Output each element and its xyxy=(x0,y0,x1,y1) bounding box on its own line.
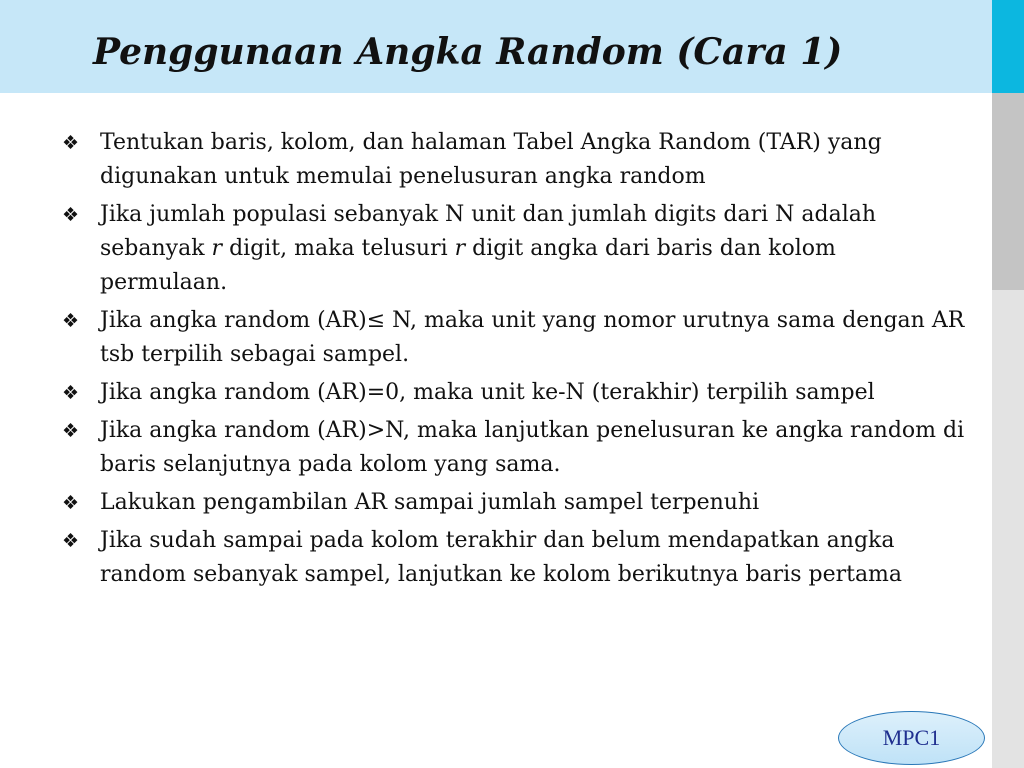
side-accent-cyan xyxy=(992,0,1024,93)
bullet-item xyxy=(62,376,968,410)
variable-r: r xyxy=(454,236,466,261)
bullet-text xyxy=(100,198,968,300)
bullet-item xyxy=(62,414,968,482)
diamond-bullet-icon: ❖ xyxy=(62,310,80,332)
diamond-bullet-icon: ❖ xyxy=(62,382,80,404)
diamond-bullet-icon: ❖ xyxy=(62,492,80,514)
mpc-badge[interactable] xyxy=(838,711,985,765)
bullet-text-part: Jika jumlah populasi sebanyak N unit dan jumlah digits dari N adalah sebanyak xyxy=(100,202,877,261)
diamond-bullet-icon: ❖ xyxy=(62,530,80,552)
bullet-text: Jika angka random (AR)>N, maka lanjutkan penelusuran ke angka random di baris selanjutnya pada kolom yang sama. xyxy=(100,418,965,477)
bullet-text: Jika angka random (AR)=0, maka unit ke-N (terakhir) terpilih sampel xyxy=(100,380,875,405)
bullet-text: Lakukan pengambilan AR sampai jumlah sampel terpenuhi xyxy=(100,490,760,515)
bullet-item xyxy=(62,524,968,592)
side-accent-gray xyxy=(992,93,1024,290)
bullet-text-part: digit angka dari baris dan kolom permulaan. xyxy=(100,236,836,295)
slide-title: Penggunaan Angka Random (Cara 1) xyxy=(93,31,843,73)
bullet-list xyxy=(62,126,968,596)
diamond-bullet-icon: ❖ xyxy=(62,420,80,442)
bullet-text-part: digit, maka telusuri xyxy=(222,236,455,261)
diamond-bullet-icon: ❖ xyxy=(62,132,80,154)
bullet-text: Jika angka random (AR)≤ N, maka unit yang nomor urutnya sama dengan AR tsb terpilih sebagai sampel. xyxy=(100,308,965,367)
diamond-bullet-icon: ❖ xyxy=(62,204,80,226)
title-banner xyxy=(0,0,992,93)
mpc-badge-label: MPC1 xyxy=(882,725,941,750)
variable-r: r xyxy=(211,236,223,261)
bullet-item xyxy=(62,126,968,194)
bullet-item xyxy=(62,198,968,300)
bullet-item xyxy=(62,304,968,372)
bullet-item xyxy=(62,486,968,520)
bullet-text: Tentukan baris, kolom, dan halaman Tabel Angka Random (TAR) yang digunakan untuk memulai penelusuran angka random xyxy=(100,130,882,189)
side-accent-bar xyxy=(992,0,1024,768)
bullet-text: Jika sudah sampai pada kolom terakhir dan belum mendapatkan angka random sebanyak sampel, lanjutkan ke kolom berikutnya baris pertama xyxy=(100,528,903,587)
